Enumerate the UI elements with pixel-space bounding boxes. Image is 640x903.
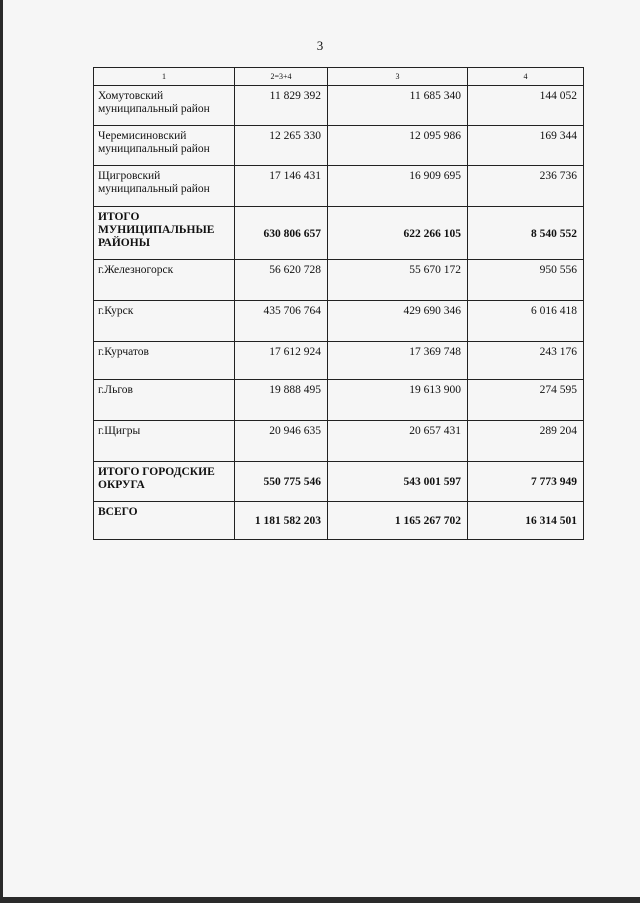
row-total: 435 706 764 xyxy=(235,301,328,342)
table-row xyxy=(94,380,584,421)
header-cell-3: 3 xyxy=(328,68,468,86)
row-name: Хомутовский муниципальный район xyxy=(94,86,235,126)
row-total: 12 265 330 xyxy=(235,126,328,166)
table-row xyxy=(94,421,584,462)
row-col3: 429 690 346 xyxy=(328,301,468,342)
row-name: г.Железногорск xyxy=(94,260,235,301)
row-col4: 7 773 949 xyxy=(468,462,584,502)
row-name: г.Курск xyxy=(94,301,235,342)
row-col4: 144 052 xyxy=(468,86,584,126)
row-col4: 6 016 418 xyxy=(468,301,584,342)
row-name: Щигровский муниципальный район xyxy=(94,166,235,207)
row-name: ИТОГО ГОРОДСКИЕ ОКРУГА xyxy=(94,462,235,502)
header-cell-2: 2=3+4 xyxy=(235,68,328,86)
row-col3: 20 657 431 xyxy=(328,421,468,462)
table-row xyxy=(94,126,584,166)
row-total: 56 620 728 xyxy=(235,260,328,301)
row-col4: 289 204 xyxy=(468,421,584,462)
header-cell-4: 4 xyxy=(468,68,584,86)
header-cell-1: 1 xyxy=(94,68,235,86)
row-name: ВСЕГО xyxy=(94,502,235,540)
row-col4: 8 540 552 xyxy=(468,207,584,260)
row-name: г.Курчатов xyxy=(94,342,235,380)
table-row-subtotal xyxy=(94,462,584,502)
table-row xyxy=(94,86,584,126)
row-total: 20 946 635 xyxy=(235,421,328,462)
row-col4: 169 344 xyxy=(468,126,584,166)
page-number: 3 xyxy=(316,38,324,53)
row-name: г.Льгов xyxy=(94,380,235,421)
row-name: Черемисиновский муниципальный район xyxy=(94,126,235,166)
row-col4: 274 595 xyxy=(468,380,584,421)
row-col3: 622 266 105 xyxy=(328,207,468,260)
row-total: 17 612 924 xyxy=(235,342,328,380)
row-total: 1 181 582 203 xyxy=(235,502,328,540)
row-total: 550 775 546 xyxy=(235,462,328,502)
row-col4: 243 176 xyxy=(468,342,584,380)
row-col4: 236 736 xyxy=(468,166,584,207)
row-col3: 16 909 695 xyxy=(328,166,468,207)
table-row xyxy=(94,301,584,342)
row-col3: 12 095 986 xyxy=(328,126,468,166)
row-total: 630 806 657 xyxy=(235,207,328,260)
row-name: ИТОГО МУНИЦИПАЛЬНЫЕ РАЙОНЫ xyxy=(94,207,235,260)
row-total: 17 146 431 xyxy=(235,166,328,207)
row-col3: 17 369 748 xyxy=(328,342,468,380)
page-edge-bottom xyxy=(0,897,640,903)
row-col3: 11 685 340 xyxy=(328,86,468,126)
row-name: г.Щигры xyxy=(94,421,235,462)
row-col4: 16 314 501 xyxy=(468,502,584,540)
row-col3: 19 613 900 xyxy=(328,380,468,421)
table-row xyxy=(94,342,584,380)
budget-table xyxy=(93,67,584,540)
row-col3: 1 165 267 702 xyxy=(328,502,468,540)
row-total: 19 888 495 xyxy=(235,380,328,421)
row-total: 11 829 392 xyxy=(235,86,328,126)
table-row xyxy=(94,260,584,301)
row-col3: 543 001 597 xyxy=(328,462,468,502)
table-row-grand-total xyxy=(94,502,584,540)
table-header-row xyxy=(94,68,584,86)
table-row-subtotal xyxy=(94,207,584,260)
page-edge-left xyxy=(0,0,3,903)
table-row xyxy=(94,166,584,207)
row-col4: 950 556 xyxy=(468,260,584,301)
row-col3: 55 670 172 xyxy=(328,260,468,301)
